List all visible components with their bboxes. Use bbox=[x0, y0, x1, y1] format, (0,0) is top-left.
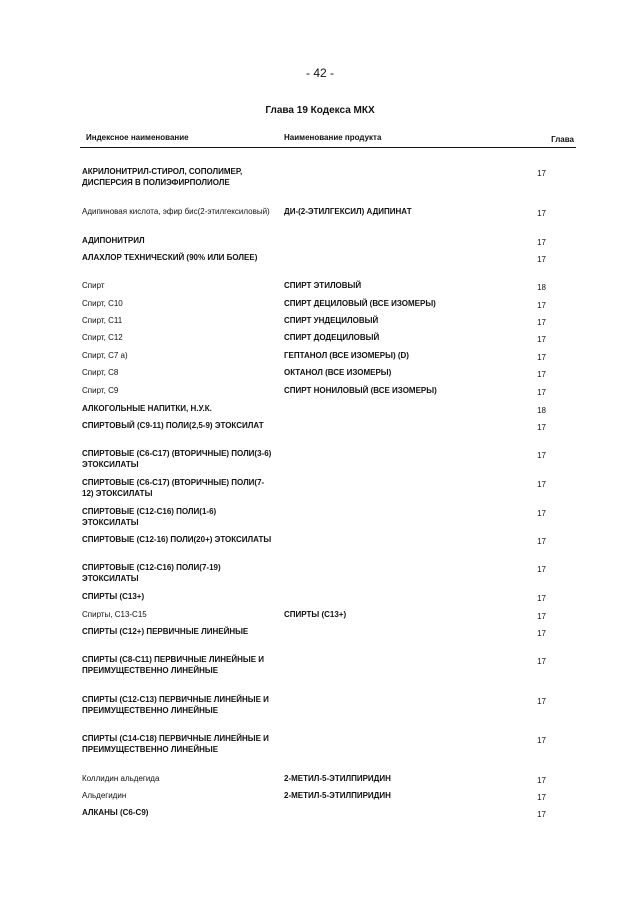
index-name-cell: СПИРТЫ (C13+) bbox=[82, 592, 145, 601]
chapter-cell: 17 bbox=[537, 657, 546, 666]
index-name-cell: АКРИЛОНИТРИЛ-СТИРОЛ, СОПОЛИМЕР, ДИСПЕРСИЯ В ПОЛИЭФИРПОЛИОЛЕ bbox=[82, 167, 243, 187]
chapter-title: Глава 19 Кодекса МКХ bbox=[265, 105, 375, 116]
chapter-cell: 17 bbox=[537, 353, 546, 362]
chapter-cell: 17 bbox=[537, 565, 546, 574]
index-name-cell: СПИРТЫ (C14-C18) ПЕРВИЧНЫЕ ЛИНЕЙНЫЕ И ПРЕИМУЩЕСТВЕННО ЛИНЕЙНЫЕ bbox=[82, 734, 269, 754]
product-name-cell: 2-МЕТИЛ-5-ЭТИЛПИРИДИН bbox=[284, 774, 391, 783]
index-name-cell: Спирт, C8 bbox=[82, 368, 119, 377]
index-name-cell: СПИРТОВЫЙ (C9-11) ПОЛИ(2,5-9) ЭТОКСИЛАТ bbox=[82, 421, 264, 430]
index-name-cell: СПИРТОВЫЕ (C12-C16) ПОЛИ(7-19) ЭТОКСИЛАТЫ bbox=[82, 563, 221, 583]
table-header bbox=[80, 133, 576, 145]
chapter-cell: 17 bbox=[537, 810, 546, 819]
index-name-cell: Спирт bbox=[82, 281, 105, 290]
chapter-cell: 17 bbox=[537, 451, 546, 460]
chapter-cell: 17 bbox=[537, 509, 546, 518]
index-name-cell: Спирты, C13-C15 bbox=[82, 610, 147, 619]
product-name-cell: СПИРТ ЭТИЛОВЫЙ bbox=[284, 281, 362, 290]
index-table bbox=[80, 133, 576, 819]
index-name-cell: Спирт, C10 bbox=[82, 299, 123, 308]
index-name-cell: АЛКОГОЛЬНЫЕ НАПИТКИ, Н.У.К. bbox=[82, 404, 212, 413]
index-name-cell: СПИРТОВЫЕ (C6-C17) (ВТОРИЧНЫЕ) ПОЛИ(7-12) ЭТОКСИЛАТЫ bbox=[82, 478, 265, 498]
chapter-cell: 17 bbox=[537, 736, 546, 745]
chapter-cell: 17 bbox=[537, 629, 546, 638]
index-name-cell: Спирт, C11 bbox=[82, 316, 123, 325]
product-name-cell: СПИРТ ДОДЕЦИЛОВЫЙ bbox=[284, 333, 380, 342]
chapter-cell: 18 bbox=[537, 406, 546, 415]
index-name-cell: СПИРТЫ (C12+) ПЕРВИЧНЫЕ ЛИНЕЙНЫЕ bbox=[82, 627, 249, 636]
header-chapter: Глава bbox=[551, 135, 574, 144]
product-name-cell: ОКТАНОЛ (ВСЕ ИЗОМЕРЫ) bbox=[284, 368, 392, 377]
product-name-cell: СПИРТ УНДЕЦИЛОВЫЙ bbox=[284, 316, 379, 325]
chapter-cell: 17 bbox=[537, 612, 546, 621]
index-name-cell: Спирт, C7 а) bbox=[82, 351, 128, 360]
chapter-cell: 17 bbox=[537, 335, 546, 344]
product-name-cell: 2-МЕТИЛ-5-ЭТИЛПИРИДИН bbox=[284, 791, 391, 800]
chapter-cell: 17 bbox=[537, 255, 546, 264]
index-name-cell: Спирт, C9 bbox=[82, 386, 119, 395]
product-name-cell: ГЕПТАНОЛ (ВСЕ ИЗОМЕРЫ) (D) bbox=[284, 351, 409, 360]
chapter-cell: 17 bbox=[537, 169, 546, 178]
header-rule bbox=[80, 147, 576, 148]
index-name-cell: СПИРТЫ (C8-C11) ПЕРВИЧНЫЕ ЛИНЕЙНЫЕ И ПРЕИМУЩЕСТВЕННО ЛИНЕЙНЫЕ bbox=[82, 655, 265, 675]
chapter-cell: 17 bbox=[537, 697, 546, 706]
chapter-cell: 17 bbox=[537, 537, 546, 546]
page-number: - 42 - bbox=[305, 66, 334, 80]
index-name-cell: АДИПОНИТРИЛ bbox=[82, 236, 145, 245]
chapter-cell: 17 bbox=[537, 793, 546, 802]
index-name-cell: АЛАХЛОР ТЕХНИЧЕСКИЙ (90% ИЛИ БОЛЕЕ) bbox=[82, 253, 258, 262]
product-name-cell: СПИРТ НОНИЛОВЫЙ (ВСЕ ИЗОМЕРЫ) bbox=[284, 386, 437, 395]
chapter-cell: 17 bbox=[537, 776, 546, 785]
product-name-cell: СПИРТ ДЕЦИЛОВЫЙ (ВСЕ ИЗОМЕРЫ) bbox=[284, 299, 436, 308]
chapter-cell: 18 bbox=[537, 283, 546, 292]
header-index-name: Индексное наименование bbox=[86, 133, 189, 142]
chapter-cell: 17 bbox=[537, 423, 546, 432]
index-name-cell: СПИРТОВЫЕ (C6-C17) (ВТОРИЧНЫЕ) ПОЛИ(3-6) ЭТОКСИЛАТЫ bbox=[82, 449, 272, 469]
chapter-cell: 17 bbox=[537, 238, 546, 247]
chapter-cell: 17 bbox=[537, 594, 546, 603]
index-name-cell: Коллидин альдегида bbox=[82, 774, 160, 783]
product-name-cell: СПИРТЫ (C13+) bbox=[284, 610, 347, 619]
index-name-cell: СПИРТОВЫЕ (C12-16) ПОЛИ(20+) ЭТОКСИЛАТЫ bbox=[82, 535, 272, 544]
index-name-cell: СПИРТОВЫЕ (C12-C16) ПОЛИ(1-6) ЭТОКСИЛАТЫ bbox=[82, 507, 217, 527]
chapter-cell: 17 bbox=[537, 318, 546, 327]
chapter-cell: 17 bbox=[537, 209, 546, 218]
index-name-cell: Альдегидин bbox=[82, 791, 127, 800]
chapter-cell: 17 bbox=[537, 388, 546, 397]
chapter-cell: 17 bbox=[537, 301, 546, 310]
chapter-cell: 17 bbox=[537, 370, 546, 379]
header-product-name: Наименование продукта bbox=[284, 133, 382, 142]
index-name-cell: Адипиновая кислота, эфир бис(2-этилгексиловый) bbox=[82, 207, 270, 216]
product-name-cell: ДИ-(2-ЭТИЛГЕКСИЛ) АДИПИНАТ bbox=[284, 207, 412, 216]
chapter-cell: 17 bbox=[537, 480, 546, 489]
index-name-cell: СПИРТЫ (C12-C13) ПЕРВИЧНЫЕ ЛИНЕЙНЫЕ И ПРЕИМУЩЕСТВЕННО ЛИНЕЙНЫЕ bbox=[82, 695, 269, 715]
index-name-cell: АЛКАНЫ (C6-C9) bbox=[82, 808, 149, 817]
index-name-cell: Спирт, C12 bbox=[82, 333, 123, 342]
